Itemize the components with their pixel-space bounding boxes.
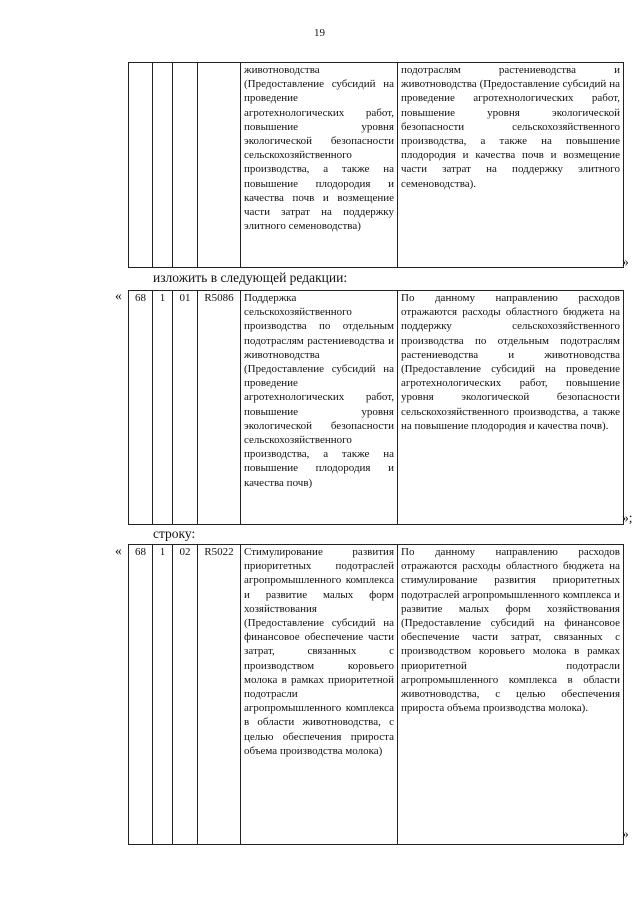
section-code: 68: [129, 545, 153, 845]
table-row: [129, 63, 624, 268]
code-cell-empty: [153, 63, 173, 268]
closing-quote: »: [622, 254, 629, 269]
code-cell-empty: [129, 63, 153, 268]
budget-table-row: [128, 544, 624, 845]
expense-name-cell: Поддержка сельскохозяйственного производства по отдельным подотраслям растениеводства и животноводства (Предоставление субсидий на проведение агротехнологических работ, повышение уровня экологической безопасности сельскохозяйственного производства, а также на повышение плодородия и качества почв): [241, 291, 398, 525]
opening-quote: «: [115, 543, 122, 558]
budget-table-new: [128, 290, 624, 525]
target-code: R5022: [198, 545, 241, 845]
table-row: [129, 291, 624, 525]
expense-description-cell: По данному направлению расходов отражаются расходы областного бюджета на поддержку сельскохозяйственного производства по отдельным подотраслям растениеводства и животноводства (Предоставление субсидий на проведение агротехнологических работ, повышение уровня экологической безопасности сельскохозяйственного производства, а также на повышение плодородия и качества почв).: [398, 291, 624, 525]
expense-description-cell: подотраслям растениеводства и животноводства (Предоставление субсидий на проведение агротехнологических работ, повышение уровня экологической безопасности сельскохозяйственного производства, а также на повышение плодородия и качества почв и возмещение части затрат на поддержку элитного семеноводства).: [398, 63, 624, 268]
target-code: R5086: [198, 291, 241, 525]
instruction-text: строку:: [153, 526, 196, 541]
code-cell-empty: [173, 63, 198, 268]
closing-quote: »: [622, 826, 629, 841]
expense-description-cell: По данному направлению расходов отражаются расходы областного бюджета на стимулирование развития приоритетных подотраслей агропромышленного комплекса и развитие малых форм хозяйствования (Предоставление субсидий на финансовое обеспечение части затрат, связанных с производством коровьего молока в рамках приоритетной подотрасли агропромышленного комплекса в области животноводства, с целью обеспечения прироста объема производства молока).: [398, 545, 624, 845]
program-code: 02: [173, 545, 198, 845]
subsection-code: 1: [153, 291, 173, 525]
expense-name-cell: Стимулирование развития приоритетных подотраслей агропромышленного комплекса и развитие малых форм хозяйствования (Предоставление субсидий на финансовое обеспечение части затрат, связанных с производством коровьего молока в рамках приоритетной подотрасли агропромышленного комплекса в области животноводства, с целью обеспечения прироста объема производства молока): [241, 545, 398, 845]
section-code: 68: [129, 291, 153, 525]
budget-table-continued: [128, 62, 624, 268]
page-number: 19: [314, 27, 325, 39]
closing-quote: »;: [622, 510, 633, 525]
instruction-text: изложить в следующей редакции:: [153, 270, 348, 285]
expense-name-cell: животноводства (Предоставление субсидий на проведение агротехнологических работ, повышение уровня экологической безопасности сельскохозяйственного производства, а также на повышение плодородия и качества почв и возмещение части затрат на поддержку элитного семеноводства): [241, 63, 398, 268]
program-code: 01: [173, 291, 198, 525]
table-row: [129, 545, 624, 845]
opening-quote: «: [115, 288, 122, 303]
subsection-code: 1: [153, 545, 173, 845]
code-cell-empty: [198, 63, 241, 268]
